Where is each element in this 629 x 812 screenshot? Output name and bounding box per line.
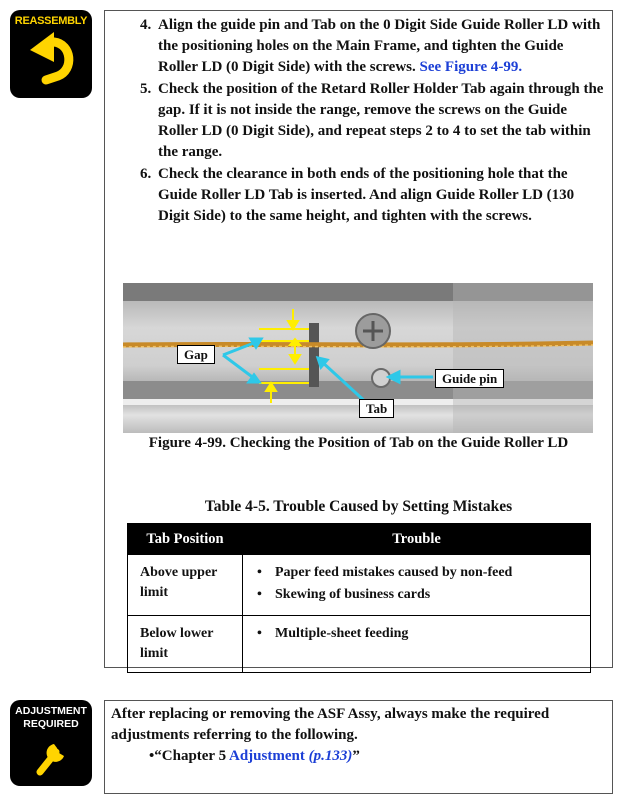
step-item-4: 4. Align the guide pin and Tab on the 0 Digit Side Guide Roller LD with the positioning holes on the Main Frame, and tighten the Guide Roller LD (0 Digit Side) with the screws. See Figure 4-99. — [140, 17, 601, 75]
table-header-tab-position: Tab Position — [128, 524, 243, 555]
wrench-icon — [34, 736, 70, 776]
table-header-trouble: Trouble — [243, 524, 591, 555]
table-cell-trouble — [243, 555, 591, 616]
adjustment-required-badge — [10, 700, 92, 786]
trouble-item: • Skewing of business cards — [255, 585, 580, 605]
tab-label: Tab — [359, 399, 394, 418]
procedure-box — [104, 10, 613, 668]
reassembly-badge — [10, 10, 92, 98]
step-text: Align the guide pin and Tab on the 0 Digit Side Guide Roller LD with the positioning holes on the Main Frame, and tighten the Guide Roller LD (0 Digit Side) with the screws. — [158, 17, 601, 75]
table-cell-position: Below lower limit — [128, 616, 243, 673]
step-text: Check the clearance in both ends of the positioning hole that the Guide Roller LD Tab is inserted. And align Guide Roller LD (130 Digit Side) to the same height, and tighten with the screws. — [158, 166, 575, 224]
step-list — [140, 15, 606, 228]
step-item-5: 5. Check the position of the Retard Roller Holder Tab again through the gap. If it is not inside the range, remove the screws on the Guide Roller LD (0 Digit Side), and repeat steps 2 to 4 to set the tab within the range. — [140, 81, 604, 160]
return-arrow-icon — [24, 32, 80, 92]
trouble-item: • Paper feed mistakes caused by non-feed — [255, 563, 580, 583]
table-row — [128, 555, 591, 616]
chapter-reference: •“Chapter 5 Adjustment (p.133)” — [149, 748, 360, 764]
reassembly-badge-title: REASSEMBLY — [14, 15, 88, 27]
trouble-item: • Multiple-sheet feeding — [255, 624, 580, 644]
table-cell-trouble — [243, 616, 591, 673]
trouble-table — [127, 523, 591, 673]
guide-pin-label: Guide pin — [435, 369, 504, 388]
guide-roller-photo — [123, 283, 593, 433]
adjustment-link[interactable]: Adjustment — [229, 748, 305, 764]
gap-label: Gap — [177, 345, 215, 364]
gap-slot — [309, 323, 319, 387]
figure-link[interactable]: See Figure 4-99. — [419, 59, 523, 75]
guide-pin — [372, 369, 390, 387]
adjustment-badge-title: ADJUSTMENT REQUIRED — [15, 705, 87, 730]
table-title: Table 4-5. Trouble Caused by Setting Mistakes — [204, 498, 513, 515]
adjustment-note — [104, 700, 613, 794]
step-item-6: 6. Check the clearance in both ends of the positioning hole that the Guide Roller LD Tab is inserted. And align Guide Roller LD (130 Digit Side) to the same height, and tighten with the screws. — [140, 166, 575, 224]
note-text: After replacing or removing the ASF Assy, always make the required adjustments referring to the following. — [111, 706, 550, 743]
table-cell-position: Above upper limit — [128, 555, 243, 616]
page-link[interactable]: (p.133) — [308, 748, 353, 764]
table-row — [128, 616, 591, 673]
step-text: Check the position of the Retard Roller Holder Tab again through the gap. If it is not inside the range, remove the screws on the Guide Roller LD (0 Digit Side), and repeat steps 2 to 4 to set the tab within the range. — [158, 81, 604, 160]
figure-caption: Figure 4-99. Checking the Position of Tab on the Guide Roller LD — [148, 435, 569, 451]
